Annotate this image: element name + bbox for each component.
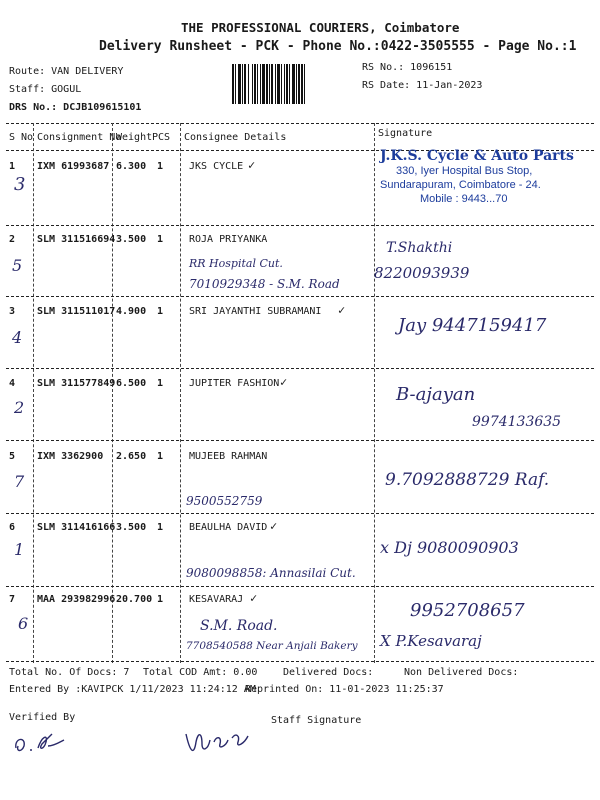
row-sno: 5	[9, 451, 16, 462]
row-pcs: 1	[157, 451, 164, 462]
row-divider	[6, 440, 594, 441]
handwritten-signature: 9974133635	[472, 414, 562, 430]
row-divider	[6, 368, 594, 369]
row-divider	[6, 661, 594, 662]
row-pcs: 1	[157, 306, 164, 317]
row-sno: 6	[9, 522, 16, 533]
col-divider	[112, 123, 113, 663]
col-consignment: Consignment No	[37, 132, 122, 143]
staff-label: Staff: GOGUL	[9, 84, 82, 95]
barcode-image	[232, 64, 355, 104]
drs-number: DRS No.: DCJB109615101	[9, 102, 142, 113]
col-divider	[33, 123, 34, 663]
row-sno: 1	[9, 161, 16, 172]
row-consignment-no: MAA 293982996	[37, 594, 116, 605]
row-pcs: 1	[157, 161, 164, 172]
row-pcs: 1	[157, 594, 164, 605]
total-docs: Total No. Of Docs: 7	[9, 667, 130, 678]
handwritten-sequence: 1	[14, 540, 25, 559]
rs-date: RS Date: 11-Jan-2023	[362, 80, 483, 91]
entered-by: Entered By :KAVIPCK 1/11/2023 11:24:12 AM	[9, 684, 256, 695]
handwritten-signature: 9.7092888729 Raf.	[385, 470, 550, 490]
row-consignment-no: IXM 3362900	[37, 451, 104, 462]
row-weight: 3.500	[116, 522, 147, 533]
row-pcs: 1	[157, 234, 164, 245]
row-consignee-name: JUPITER FASHION	[189, 378, 280, 389]
check-mark-icon: ✓	[338, 303, 346, 317]
col-sno: S No	[9, 132, 34, 143]
reprinted-on: Reprinted On: 11-01-2023 11:25:37	[245, 684, 444, 695]
row-divider	[6, 586, 594, 587]
non-delivered-docs: Non Delivered Docs:	[404, 667, 519, 678]
check-mark-icon: ✓	[248, 158, 256, 172]
handwritten-sequence: 5	[12, 256, 23, 275]
company-stamp	[380, 148, 595, 206]
staff-signature-label: Staff Signature	[271, 715, 362, 726]
row-pcs: 1	[157, 522, 164, 533]
check-mark-icon: ✓	[250, 591, 258, 605]
row-weight: 3.500	[116, 234, 147, 245]
stamp-line: 330, Iyer Hospital Bus Stop,	[396, 165, 533, 177]
verifier-signature-image	[12, 728, 72, 758]
check-mark-icon: ✓	[280, 375, 288, 389]
handwritten-details: 7708540588 Near Anjali Bakery	[186, 640, 358, 652]
handwritten-details: RR Hospital Cut.	[189, 257, 283, 270]
rs-number: RS No.: 1096151	[362, 62, 453, 73]
handwritten-signature: B-ajayan	[396, 384, 476, 405]
row-consignee-name: ROJA PRIYANKA	[189, 234, 268, 245]
handwritten-sequence: 7	[14, 472, 25, 491]
row-consignment-no: SLM 311516694	[37, 234, 116, 245]
row-weight: 6.300	[116, 161, 147, 172]
handwritten-details: S.M. Road.	[200, 618, 278, 634]
row-consignment-no: IXM 61993687	[37, 161, 110, 172]
col-details: Consignee Details	[184, 132, 287, 143]
route-label: Route: VAN DELIVERY	[9, 66, 124, 77]
total-cod: Total COD Amt: 0.00	[143, 667, 258, 678]
row-weight: 2.650	[116, 451, 147, 462]
handwritten-sequence: 4	[12, 328, 23, 347]
row-divider	[6, 513, 594, 514]
runsheet-title: Delivery Runsheet - PCK - Phone No.:0422-3505555 - Page No.:1	[99, 39, 577, 54]
row-divider	[6, 296, 594, 297]
staff-signature-image	[180, 722, 260, 762]
verified-by-label: Verified By	[9, 712, 76, 723]
row-consignee-name: KESAVARAJ	[189, 594, 244, 605]
handwritten-details: 9080098858: Annasilai Cut.	[186, 566, 356, 580]
check-mark-icon: ✓	[270, 519, 278, 533]
row-weight: 6.500	[116, 378, 147, 389]
handwritten-details: 7010929348 - S.M. Road	[189, 277, 340, 291]
company-title: THE PROFESSIONAL COURIERS, Coimbatore	[181, 20, 460, 35]
header-top-divider	[6, 123, 594, 124]
handwritten-signature: X P.Kesavaraj	[380, 632, 482, 650]
row-sno: 3	[9, 306, 16, 317]
handwritten-signature: Jay 9447159417	[398, 315, 547, 336]
stamp-name: J.K.S. Cycle & Auto Parts	[380, 148, 574, 164]
stamp-line: Mobile : 9443...70	[420, 193, 508, 205]
handwritten-sequence: 6	[18, 614, 29, 633]
row-sno: 7	[9, 594, 16, 605]
row-consignment-no: SLM 311416166	[37, 522, 116, 533]
row-pcs: 1	[157, 378, 164, 389]
handwritten-signature: 9952708657	[410, 600, 525, 621]
row-divider	[6, 225, 594, 226]
handwritten-details: 9500552759	[186, 494, 263, 508]
row-consignee-name: SRI JAYANTHI SUBRAMANI	[189, 306, 322, 317]
row-consignment-no: SLM 311577849	[37, 378, 116, 389]
col-divider	[180, 123, 181, 663]
handwritten-signature: 8220093939	[374, 264, 470, 282]
handwritten-signature: x Dj 9080090903	[380, 538, 519, 557]
delivered-docs: Delivered Docs:	[283, 667, 374, 678]
handwritten-signature: T.Shakthi	[386, 240, 453, 256]
row-weight: 4.900	[116, 306, 147, 317]
col-signature: Signature	[378, 128, 433, 139]
row-sno: 4	[9, 378, 16, 389]
row-consignee-name: JKS CYCLE	[189, 161, 244, 172]
handwritten-sequence: 2	[14, 398, 25, 417]
row-consignment-no: SLM 311511017	[37, 306, 116, 317]
col-pcs: PCS	[152, 132, 171, 143]
handwritten-sequence: 3	[14, 174, 26, 195]
row-weight: 20.700	[116, 594, 153, 605]
stamp-line: Sundarapuram, Coimbatore - 24.	[380, 179, 541, 191]
col-weight: Weight	[116, 132, 153, 143]
row-sno: 2	[9, 234, 16, 245]
col-divider	[374, 123, 375, 663]
row-consignee-name: MUJEEB RAHMAN	[189, 451, 268, 462]
row-consignee-name: BEAULHA DAVID	[189, 522, 268, 533]
